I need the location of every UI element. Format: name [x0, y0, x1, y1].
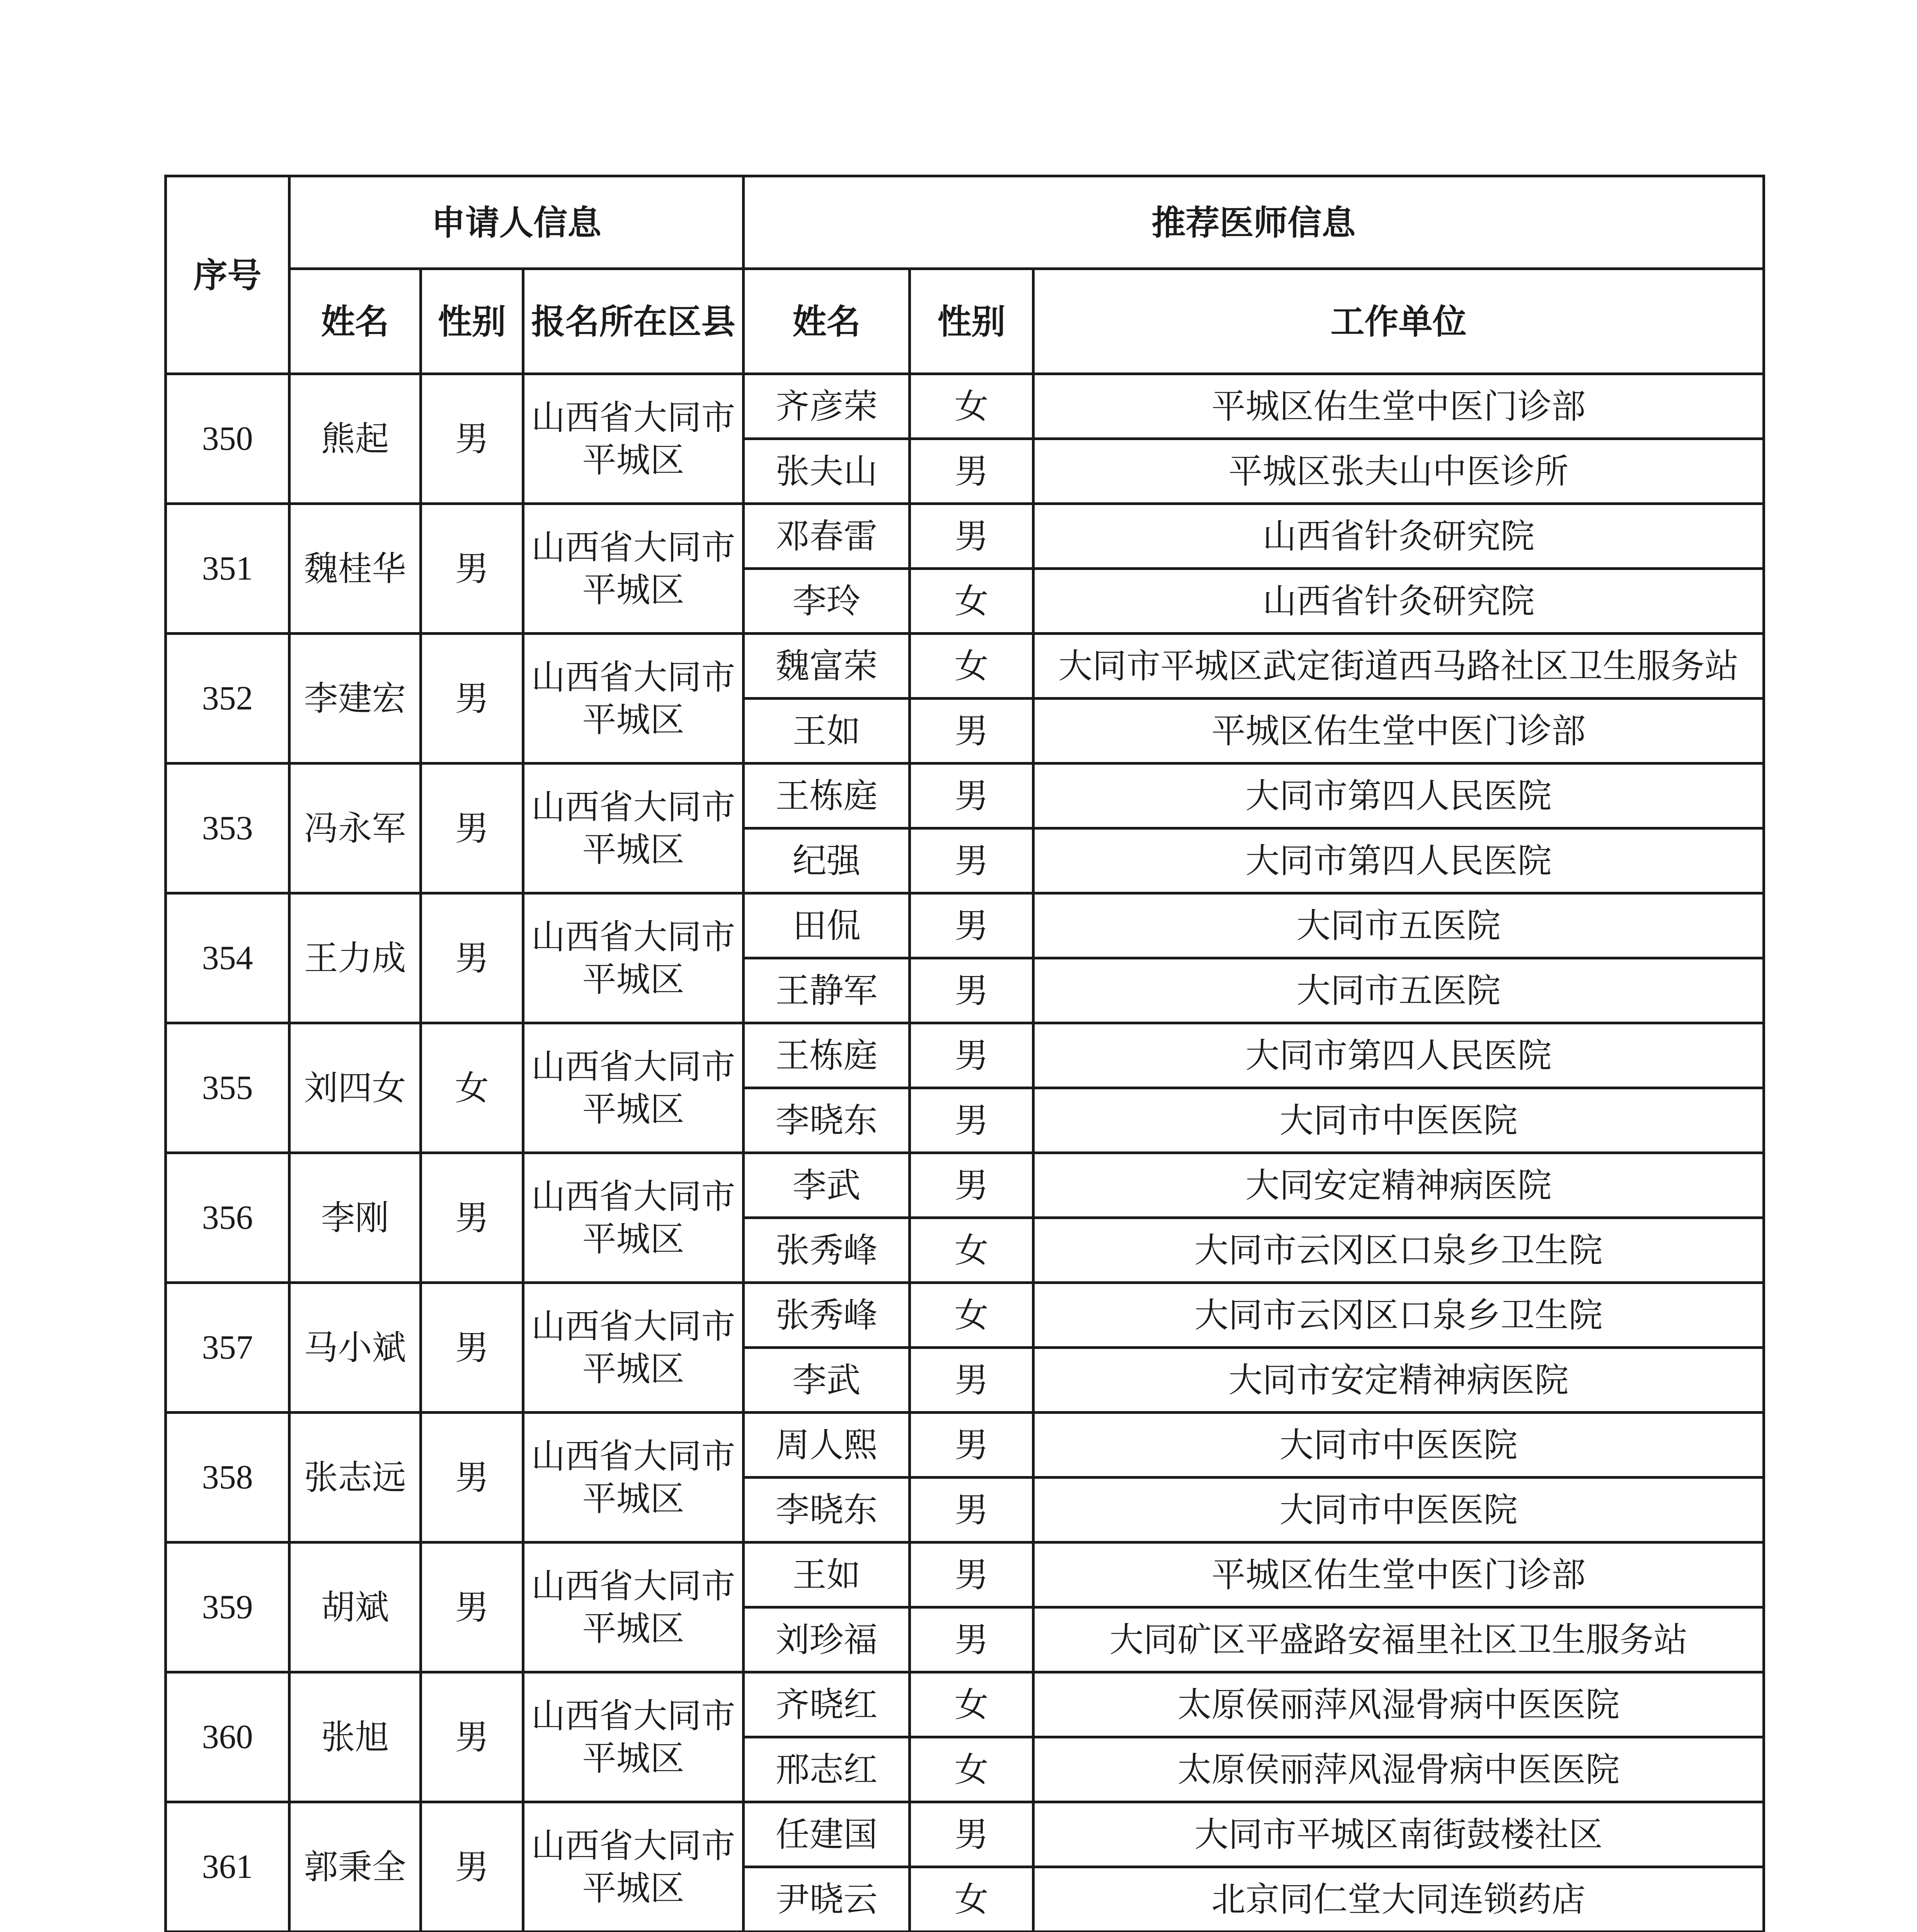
applicant-name: 张旭 [289, 1672, 421, 1802]
applicant-district: 山西省大同市平城区 [523, 634, 744, 764]
doctor-name: 王如 [744, 1543, 910, 1607]
doctor-name: 邓春雷 [744, 504, 910, 569]
doctor-gender: 女 [910, 569, 1033, 634]
header-row-1 [166, 176, 1764, 269]
doctor-name: 李晓东 [744, 1478, 910, 1543]
table-row [166, 1543, 1764, 1607]
applicant-name: 胡斌 [289, 1543, 421, 1672]
doctor-unit: 大同市第四人民医院 [1033, 764, 1764, 828]
doctor-gender: 男 [910, 828, 1033, 893]
doctor-gender: 男 [910, 1478, 1033, 1543]
doctor-gender: 男 [910, 1348, 1033, 1413]
doctor-unit: 大同市云冈区口泉乡卫生院 [1033, 1283, 1764, 1348]
applicant-gender: 男 [421, 893, 523, 1023]
applicant-seq: 358 [166, 1413, 289, 1543]
doctor-name: 田侃 [744, 893, 910, 958]
header-doctor-unit: 工作单位 [1033, 269, 1764, 374]
table-row [166, 1283, 1764, 1348]
header-applicant-name: 姓名 [289, 269, 421, 374]
applicant-seq: 361 [166, 1802, 289, 1932]
table-row [166, 1413, 1764, 1478]
applicant-district: 山西省大同市平城区 [523, 504, 744, 634]
doctor-name: 张夫山 [744, 439, 910, 504]
doctor-gender: 男 [910, 1088, 1033, 1153]
doctor-name: 王静军 [744, 958, 910, 1023]
doctor-gender: 男 [910, 764, 1033, 828]
header-applicant-gender: 性别 [421, 269, 523, 374]
doctor-unit: 平城区张夫山中医诊所 [1033, 439, 1764, 504]
doctor-unit: 大同市五医院 [1033, 958, 1764, 1023]
applicant-gender: 男 [421, 764, 523, 893]
doctor-unit: 大同市中医医院 [1033, 1413, 1764, 1478]
table-row [166, 504, 1764, 569]
table-body [166, 374, 1764, 1932]
table-row [166, 1153, 1764, 1218]
doctor-name: 李玲 [744, 569, 910, 634]
doctor-name: 齐晓红 [744, 1672, 910, 1737]
doctor-unit: 大同市中医医院 [1033, 1478, 1764, 1543]
applicant-district: 山西省大同市平城区 [523, 1672, 744, 1802]
doctor-name: 李武 [744, 1348, 910, 1413]
doctor-unit: 大同市云冈区口泉乡卫生院 [1033, 1218, 1764, 1283]
doctor-unit: 平城区佑生堂中医门诊部 [1033, 699, 1764, 764]
applicant-district: 山西省大同市平城区 [523, 1413, 744, 1543]
header-seq: 序号 [166, 176, 289, 374]
doctor-unit: 山西省针灸研究院 [1033, 569, 1764, 634]
applicant-seq: 355 [166, 1023, 289, 1153]
doctor-name: 张秀峰 [744, 1283, 910, 1348]
doctor-name: 李晓东 [744, 1088, 910, 1153]
table-row [166, 1023, 1764, 1088]
applicant-seq: 353 [166, 764, 289, 893]
doctor-unit: 大同市安定精神病医院 [1033, 1348, 1764, 1413]
doctor-unit: 大同市第四人民医院 [1033, 1023, 1764, 1088]
doctor-name: 任建国 [744, 1802, 910, 1867]
doctor-recommendation-table [164, 175, 1765, 1932]
applicant-gender: 女 [421, 1023, 523, 1153]
table-row [166, 374, 1764, 439]
doctor-gender: 女 [910, 1672, 1033, 1737]
doctor-name: 李武 [744, 1153, 910, 1218]
doctor-name: 魏富荣 [744, 634, 910, 699]
applicant-district: 山西省大同市平城区 [523, 764, 744, 893]
doctor-gender: 男 [910, 893, 1033, 958]
header-doctor-group: 推荐医师信息 [744, 176, 1764, 269]
doctor-name: 王栋庭 [744, 764, 910, 828]
applicant-name: 魏桂华 [289, 504, 421, 634]
doctor-gender: 男 [910, 1023, 1033, 1088]
doctor-unit: 大同市中医医院 [1033, 1088, 1764, 1153]
doctor-gender: 男 [910, 439, 1033, 504]
doctor-gender: 女 [910, 634, 1033, 699]
applicant-seq: 350 [166, 374, 289, 504]
applicant-name: 刘四女 [289, 1023, 421, 1153]
doctor-unit: 大同矿区平盛路安福里社区卫生服务站 [1033, 1607, 1764, 1672]
doctor-name: 王栋庭 [744, 1023, 910, 1088]
doctor-name: 刘珍福 [744, 1607, 910, 1672]
applicant-district: 山西省大同市平城区 [523, 1023, 744, 1153]
doctor-gender: 男 [910, 1413, 1033, 1478]
doctor-unit: 大同市平城区武定街道西马路社区卫生服务站 [1033, 634, 1764, 699]
applicant-name: 熊起 [289, 374, 421, 504]
applicant-gender: 男 [421, 374, 523, 504]
applicant-district: 山西省大同市平城区 [523, 1543, 744, 1672]
table-row [166, 893, 1764, 958]
doctor-gender: 男 [910, 699, 1033, 764]
applicant-gender: 男 [421, 1283, 523, 1413]
applicant-name: 李建宏 [289, 634, 421, 764]
doctor-unit: 大同安定精神病医院 [1033, 1153, 1764, 1218]
header-row-2 [166, 269, 1764, 374]
doctor-gender: 女 [910, 1218, 1033, 1283]
doctor-unit: 太原侯丽萍风湿骨病中医医院 [1033, 1672, 1764, 1737]
doctor-gender: 女 [910, 1283, 1033, 1348]
applicant-name: 马小斌 [289, 1283, 421, 1413]
applicant-name: 李刚 [289, 1153, 421, 1283]
doctor-gender: 男 [910, 1802, 1033, 1867]
doctor-name: 纪强 [744, 828, 910, 893]
applicant-seq: 352 [166, 634, 289, 764]
doctor-gender: 女 [910, 374, 1033, 439]
doctor-name: 齐彦荣 [744, 374, 910, 439]
doctor-unit: 大同市平城区南街鼓楼社区 [1033, 1802, 1764, 1867]
doctor-gender: 男 [910, 1543, 1033, 1607]
doctor-gender: 男 [910, 1153, 1033, 1218]
applicant-seq: 359 [166, 1543, 289, 1672]
applicant-seq: 356 [166, 1153, 289, 1283]
header-applicant-district: 报名所在区县 [523, 269, 744, 374]
doctor-gender: 女 [910, 1737, 1033, 1802]
doctor-unit: 大同市五医院 [1033, 893, 1764, 958]
applicant-seq: 351 [166, 504, 289, 634]
applicant-district: 山西省大同市平城区 [523, 1153, 744, 1283]
header-applicant-group: 申请人信息 [289, 176, 744, 269]
doctor-name: 王如 [744, 699, 910, 764]
applicant-gender: 男 [421, 1543, 523, 1672]
applicant-name: 郭秉全 [289, 1802, 421, 1932]
doctor-unit: 平城区佑生堂中医门诊部 [1033, 1543, 1764, 1607]
applicant-name: 王力成 [289, 893, 421, 1023]
applicant-district: 山西省大同市平城区 [523, 893, 744, 1023]
applicant-gender: 男 [421, 1413, 523, 1543]
applicant-name: 冯永军 [289, 764, 421, 893]
applicant-gender: 男 [421, 1802, 523, 1932]
applicant-gender: 男 [421, 634, 523, 764]
doctor-unit: 北京同仁堂大同连锁药店 [1033, 1867, 1764, 1932]
doctor-unit: 山西省针灸研究院 [1033, 504, 1764, 569]
applicant-seq: 360 [166, 1672, 289, 1802]
applicant-seq: 357 [166, 1283, 289, 1413]
doctor-gender: 男 [910, 1607, 1033, 1672]
applicant-gender: 男 [421, 1153, 523, 1283]
applicant-district: 山西省大同市平城区 [523, 1283, 744, 1413]
table-row [166, 764, 1764, 828]
doctor-unit: 大同市第四人民医院 [1033, 828, 1764, 893]
doctor-unit: 太原侯丽萍风湿骨病中医医院 [1033, 1737, 1764, 1802]
applicant-district: 山西省大同市平城区 [523, 1802, 744, 1932]
applicant-seq: 354 [166, 893, 289, 1023]
doctor-name: 邢志红 [744, 1737, 910, 1802]
doctor-unit: 平城区佑生堂中医门诊部 [1033, 374, 1764, 439]
applicant-name: 张志远 [289, 1413, 421, 1543]
applicant-gender: 男 [421, 504, 523, 634]
table-row [166, 634, 1764, 699]
header-doctor-gender: 性别 [910, 269, 1033, 374]
doctor-name: 张秀峰 [744, 1218, 910, 1283]
applicant-gender: 男 [421, 1672, 523, 1802]
table-row [166, 1802, 1764, 1867]
doctor-name: 周人熙 [744, 1413, 910, 1478]
doctor-gender: 男 [910, 504, 1033, 569]
table-row [166, 1672, 1764, 1737]
doctor-gender: 男 [910, 958, 1033, 1023]
header-doctor-name: 姓名 [744, 269, 910, 374]
doctor-name: 尹晓云 [744, 1867, 910, 1932]
doctor-gender: 女 [910, 1867, 1033, 1932]
applicant-district: 山西省大同市平城区 [523, 374, 744, 504]
